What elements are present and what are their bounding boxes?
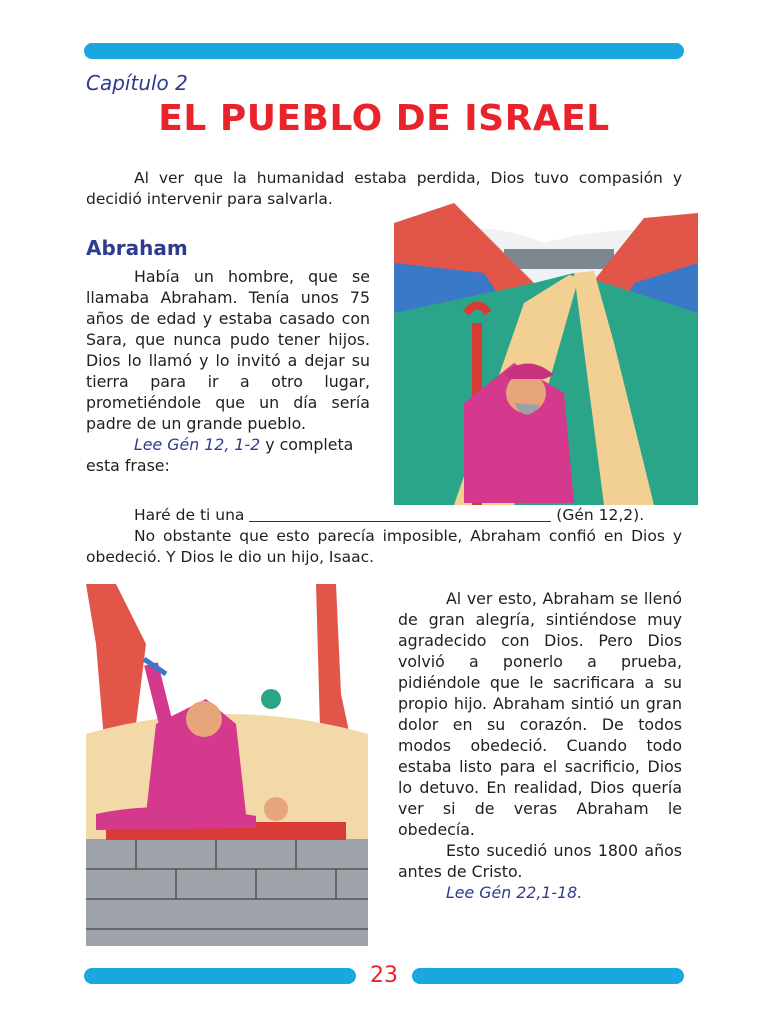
sacrifice-illustration [86,584,368,946]
intro-paragraph: Al ver que la humanidad estaba perdida, Dios tuvo compasión y decidió intervenir para salvarla. [86,169,682,208]
abraham-text [86,266,370,476]
bottom-left-decorative-bar [84,968,356,984]
right-paragraph-1: Al ver esto, Abraham se llenó de gran alegría, sintiéndose muy agradecido con Dios. Pero Dios volvió a ponerlo a prueba, pidiéndole que le sacrificara a su propio hijo. Abraham sintió un gran dolor en su corazón. De todos modos obedeció. Cuando todo estaba listo para el sacrificio, Dios lo detuvo. En realidad, Dios quería ver si de veras Abraham le obedecía. [398,589,682,839]
fill-suffix: (Gén 12,2). [556,506,645,524]
section-heading: Abraham [86,236,188,260]
top-decorative-bar [84,43,684,59]
reference-line [86,434,370,476]
reference-link: Lee Gén 12, 1-2 [134,435,261,454]
abraham-journey-illustration [394,203,698,505]
right-paragraph-2: Esto sucedió unos 1800 años antes de Cristo. [398,841,682,881]
fill-in-line [86,505,682,526]
page-title: EL PUEBLO DE ISRAEL [158,98,610,139]
reference-suffix: y completa esta frase: [86,435,354,475]
right-reference-link: Lee Gén 22,1-18. [446,883,583,902]
chapter-label: Capítulo 2 [86,71,188,95]
page-number: 23 [370,963,398,988]
abraham-paragraph: Había un hombre, que se llamaba Abraham. Tenía unos 75 años de edad y estaba casado con Sara, que nunca pudo tener hijos. Dios lo llamó y lo invitó a dejar su tierra para ir a otro lugar, prometiéndole que un día sería padre de un grande pueblo. [86,267,370,433]
fill-in-block [86,505,682,568]
fill-in-blank[interactable] [249,507,551,522]
closing-paragraph: No obstante que esto parecía imposible, Abraham confió en Dios y obedeció. Y Dios le dio un hijo, Isaac. [86,527,682,566]
fill-prefix: Haré de ti una [134,506,245,524]
bottom-right-decorative-bar [412,968,684,984]
right-column-text [398,588,682,903]
